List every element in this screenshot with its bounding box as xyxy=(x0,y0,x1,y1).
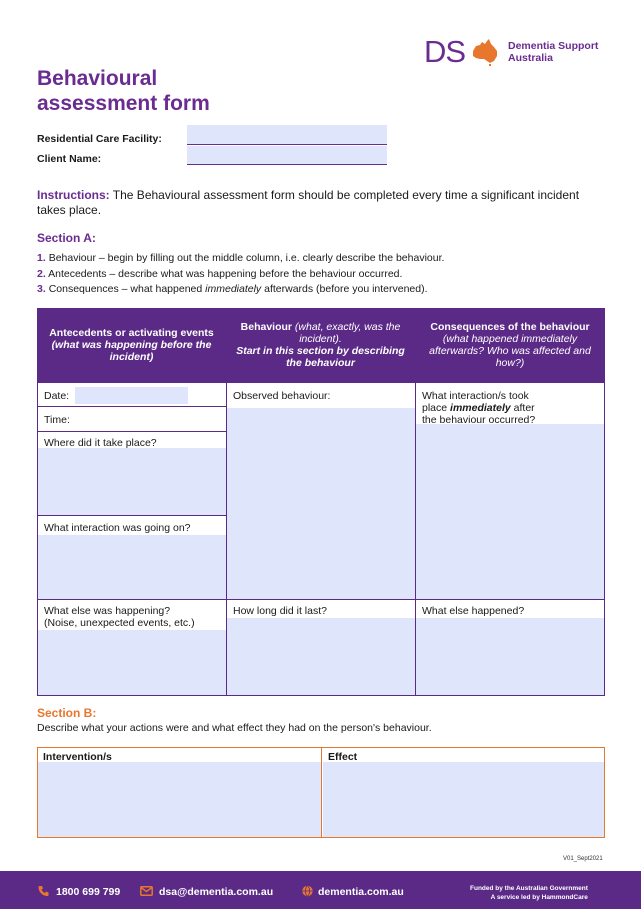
client-name-field[interactable] xyxy=(187,146,387,165)
section-b-heading: Section B: xyxy=(37,706,97,720)
column-divider xyxy=(321,748,322,837)
where-fill xyxy=(38,448,226,515)
else-happening-label: What else was happening? (Noise, unexpected events, etc.) xyxy=(44,605,195,629)
header-antecedents: Antecedents or activating events (what was happening before the incident) xyxy=(49,327,214,363)
interaction-fill xyxy=(38,535,226,599)
section-a-heading: Section A: xyxy=(37,231,96,245)
facility-field[interactable] xyxy=(187,125,387,145)
section-b-description: Describe what your actions were and what effect they had on the person's behaviour. xyxy=(37,722,432,734)
header-consequences: Consequences of the behaviour (what happened immediately afterwards? Who was affected and how?) xyxy=(429,321,591,369)
page-title: Behavioural assessment form xyxy=(37,67,210,115)
client-name-label: Client Name: xyxy=(37,153,102,165)
dsa-logo xyxy=(424,34,614,70)
version-label: V01_Sept2021 xyxy=(563,856,603,862)
intervention-header: Intervention/s xyxy=(43,751,112,763)
intervention-fill[interactable] xyxy=(38,762,322,837)
section-b-table xyxy=(37,747,605,838)
interaction-label: What interaction was going on? xyxy=(44,522,191,534)
effect-header: Effect xyxy=(328,751,358,763)
time-cell[interactable] xyxy=(37,406,227,432)
logo-mark: DS xyxy=(424,34,466,69)
observed-cell[interactable] xyxy=(226,382,416,600)
date-field[interactable] xyxy=(75,387,188,404)
logo-text: Dementia Support Australia xyxy=(508,40,599,64)
australia-map-icon xyxy=(470,37,500,67)
else-happened-cell[interactable] xyxy=(415,599,605,696)
date-cell xyxy=(37,382,227,407)
where-cell[interactable] xyxy=(37,431,227,516)
footer-email[interactable]: dsa@dementia.com.au xyxy=(159,886,274,898)
observed-fill xyxy=(227,408,415,599)
header-behaviour: Behaviour (what, exactly, was the incident). Start in this section by describing the behaviour xyxy=(236,321,405,369)
footer-phone[interactable]: 1800 699 799 xyxy=(56,886,121,898)
time-label: Time: xyxy=(44,414,70,426)
footer-website[interactable]: dementia.com.au xyxy=(318,886,404,898)
observed-label: Observed behaviour: xyxy=(233,390,331,402)
funding-notice: Funded by the Australian Government A service led by HammondCare xyxy=(470,885,588,901)
else-happening-fill xyxy=(38,630,226,695)
interaction-cell[interactable] xyxy=(37,515,227,600)
footer xyxy=(0,871,641,909)
instructions-label: Instructions: xyxy=(37,188,110,202)
interaction-took-fill xyxy=(416,424,604,599)
section-a-table xyxy=(37,308,605,696)
instructions-text: The Behavioural assessment form should be completed every time a significant incident takes place. xyxy=(37,188,580,217)
instructions xyxy=(37,188,607,217)
globe-icon xyxy=(301,885,314,897)
facility-label: Residential Care Facility: xyxy=(37,133,162,145)
where-label: Where did it take place? xyxy=(44,437,157,449)
else-happened-label: What else happened? xyxy=(422,605,525,617)
interaction-took-label: What interaction/s took place immediately after the behaviour occurred? xyxy=(422,390,536,426)
steps-list xyxy=(37,251,444,298)
else-happened-fill xyxy=(416,618,604,695)
step-item: 2. Antecedents – describe what was happening before the behaviour occurred. xyxy=(37,267,403,280)
email-icon xyxy=(140,885,153,897)
effect-fill[interactable] xyxy=(323,762,604,837)
how-long-fill xyxy=(227,618,415,695)
interaction-took-cell[interactable] xyxy=(415,382,605,600)
step-item: 1. Behaviour – begin by filling out the middle column, i.e. clearly describe the behaviour. xyxy=(37,252,445,264)
step-item: 3. Consequences – what happened immediately afterwards (before you intervened). xyxy=(37,283,428,295)
date-label: Date: xyxy=(44,390,70,402)
else-happening-cell[interactable] xyxy=(37,599,227,696)
how-long-cell[interactable] xyxy=(226,599,416,696)
how-long-label: How long did it last? xyxy=(233,605,327,617)
phone-icon xyxy=(37,885,50,897)
